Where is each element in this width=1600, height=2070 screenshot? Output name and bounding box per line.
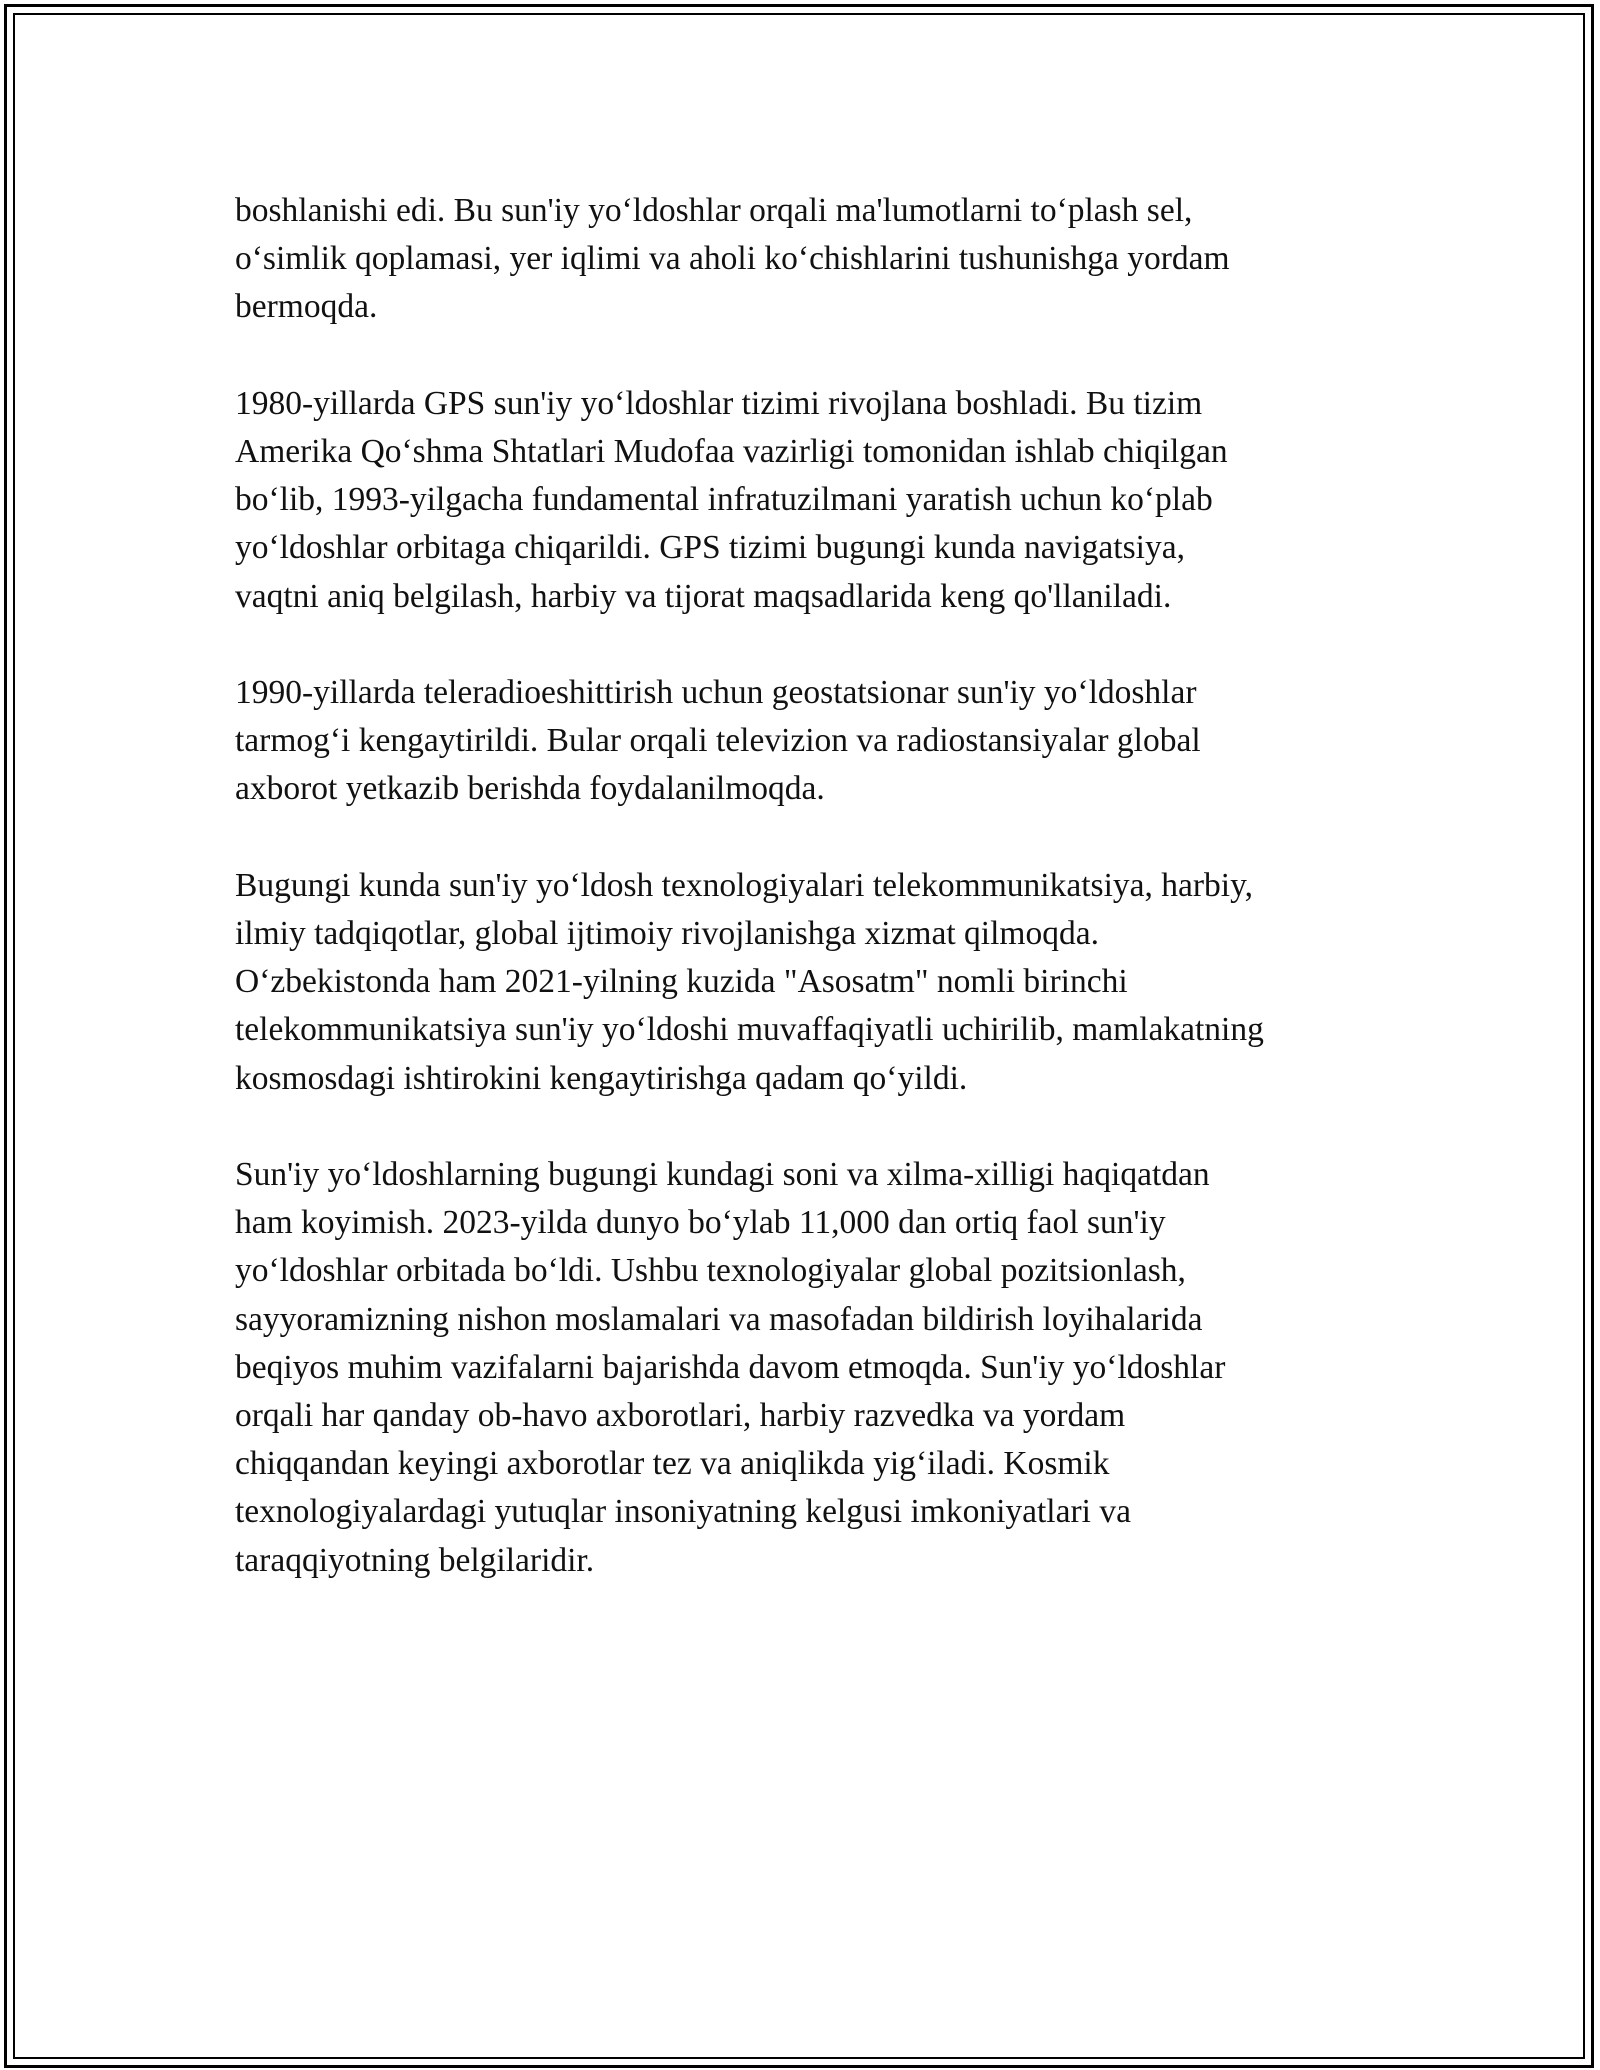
paragraph-5 [235,1151,1385,1585]
paragraph-3 [235,669,1385,814]
text-line: Amerika Qo‘shma Shtatlari Mudofaa vazirligi tomonidan ishlab chiqilgan [235,433,1228,470]
text-line: Bugungi kunda sun'iy yo‘ldosh texnologiyalari telekommunikatsiya, harbiy, [235,866,1254,904]
text-line: bermoqda. [235,288,378,326]
text-line: 1990-yillarda teleradioeshittirish uchun geostatsionar sun'iy yo‘ldoshlar [235,674,1197,711]
text-line: tarmog‘i kengaytirildi. Bular orqali televizion va radiostansiyalar global [235,722,1201,760]
text-line: ilmiy tadqiqotlar, global ijtimoiy rivojlanishga xizmat qilmoqda. [235,915,1099,952]
text-line: chiqqandan keyingi axborotlar tez va aniqlikda yig‘iladi. Kosmik [235,1445,1110,1483]
document-body [235,187,1385,1633]
paragraph-2 [235,380,1385,621]
text-line: Sun'iy yo‘ldoshlarning bugungi kundagi soni va xilma-xilligi haqiqatdan [235,1156,1210,1193]
text-line: 1980-yillarda GPS sun'iy yo‘ldoshlar tizimi rivojlana boshladi. Bu tizim [235,384,1203,422]
text-line: O‘zbekistonda ham 2021-yilning kuzida "Asosatm" nomli birinchi [235,963,1128,1001]
text-line: ham koyimish. 2023-yilda dunyo bo‘ylab 11,000 dan ortiq faol sun'iy [235,1204,1166,1242]
text-line: bo‘lib, 1993-yilgacha fundamental infratuzilmani yaratish uchun ko‘plab [235,481,1213,519]
text-line: texnologiyalardagi yutuqlar insoniyatning kelgusi imkoniyatlari va [235,1493,1131,1531]
text-line: kosmosdagi ishtirokini kengaytirishga qadam qo‘yildi. [235,1059,968,1097]
paragraph-4 [235,862,1385,1103]
text-line: beqiyos muhim vazifalarni bajarishda davom etmoqda. Sun'iy yo‘ldoshlar [235,1348,1226,1386]
text-line: boshlanishi edi. Bu sun'iy yo‘ldoshlar orqali ma'lumotlarni to‘plash sel, [235,192,1193,229]
text-line: o‘simlik qoplamasi, yer iqlimi va aholi ko‘chishlarini tushunishga yordam [235,240,1230,278]
text-line: sayyoramizning nishon moslamalari va masofadan bildirish loyihalarida [235,1300,1203,1338]
text-line: yo‘ldoshlar orbitada bo‘ldi. Ushbu texnologiyalar global pozitsionlash, [235,1252,1186,1290]
text-line: axborot yetkazib berishda foydalanilmoqda. [235,770,825,808]
text-line: telekommunikatsiya sun'iy yo‘ldoshi muvaffaqiyatli uchirilib, mamlakatning [235,1011,1264,1049]
text-line: vaqtni aniq belgilash, harbiy va tijorat maqsadlarida keng qo'llaniladi. [235,577,1172,615]
text-line: orqali har qanday ob-havo axborotlari, harbiy razvedka va yordam [235,1397,1126,1435]
text-line: taraqqiyotning belgilaridir. [235,1541,595,1579]
paragraph-1 [235,187,1385,332]
text-line: yo‘ldoshlar orbitaga chiqarildi. GPS tizimi bugungi kunda navigatsiya, [235,529,1185,567]
